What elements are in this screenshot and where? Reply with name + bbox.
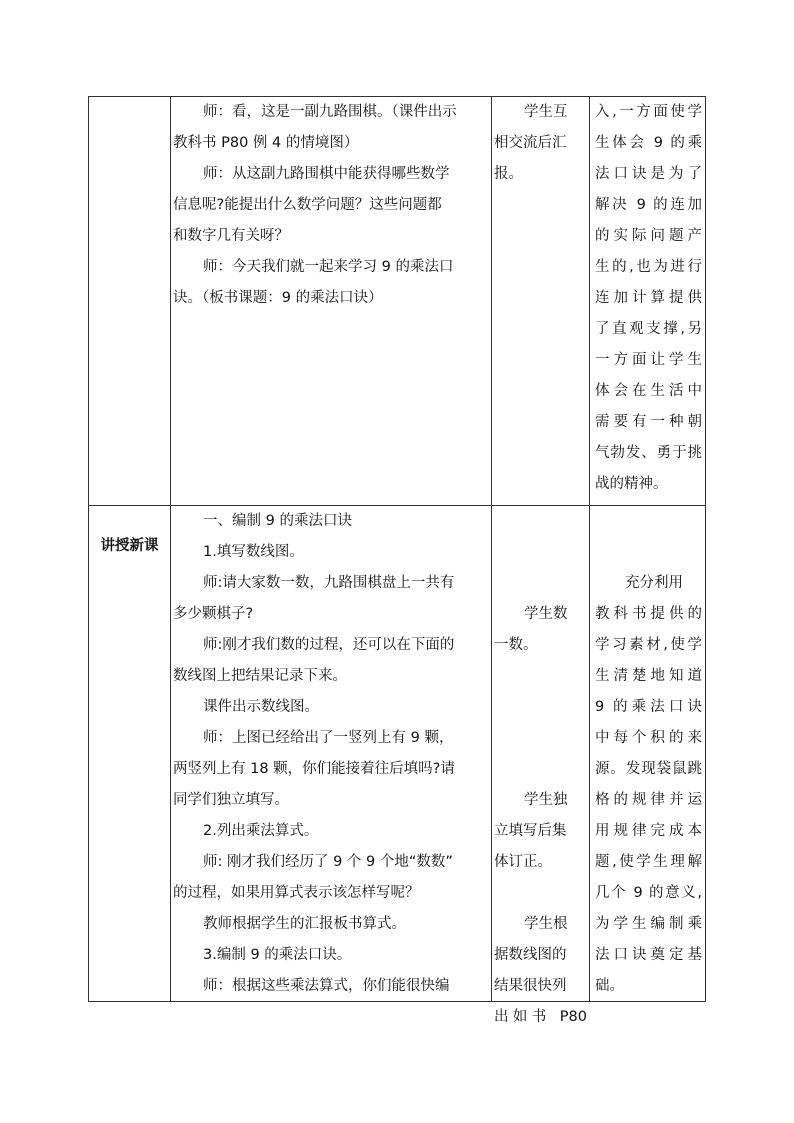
text-line: 学生数	[524, 606, 568, 622]
text-line: 诀。（板书课题：9 的乘法口诀）	[173, 290, 383, 306]
text-line: 础。	[595, 978, 624, 994]
text-line: 源。发现袋鼠跳	[595, 761, 702, 777]
text-line: 师:请大家数一数，九路围棋盘上一共有	[203, 575, 455, 591]
text-line: 几个 9 的意义,	[595, 885, 702, 901]
text-line: 入,一方面使学	[595, 104, 702, 120]
text-line: 教科书 P80 例 4 的情境图）	[173, 135, 359, 151]
text-line: 气勃发、勇于挑	[595, 445, 702, 461]
text-line: 报。	[494, 166, 523, 182]
row2-teacher-cell	[171, 506, 491, 1002]
text-line: 师：看，这是一副九路围棋。（课件出示	[203, 104, 457, 120]
text-line: 学生互	[524, 104, 568, 120]
text-line: 相交流后汇	[494, 135, 567, 151]
text-line: 生体会 9 的乘	[595, 135, 702, 151]
text-line: 法口诀是为了	[595, 166, 702, 182]
text-line: 数线图上把结果记录下来。	[173, 668, 347, 684]
text-line: 师：上图已经给出了一竖列上有 9 颗，	[203, 730, 454, 746]
text-line: 中每个积的来	[595, 730, 702, 746]
text-line: 出如书 P80	[494, 1009, 587, 1025]
text-line: 教师根据学生的汇报板书算式。	[203, 916, 406, 932]
text-line: 生清楚地知道	[595, 668, 702, 684]
text-line: 据数线图的	[494, 947, 567, 963]
text-line: 需要有一种朝	[595, 414, 702, 430]
text-line: 9 的乘法口诀	[595, 699, 702, 715]
text-line: 法口诀奠定基	[595, 947, 702, 963]
text-line: 同学们独立填写。	[173, 792, 289, 808]
row2-student-cell	[492, 506, 589, 1033]
lesson-plan-table	[88, 96, 706, 1025]
text-line: 为学生编制乘	[595, 916, 702, 932]
text-line: 一、编制 9 的乘法口诀	[203, 513, 352, 529]
text-line: 一方面让学生	[595, 352, 702, 368]
text-line: 3.编制 9 的乘法口诀。	[203, 947, 352, 963]
text-line: 课件出示数线图。	[203, 699, 319, 715]
text-line: 生的,也为进行	[595, 259, 702, 275]
text-line: 学习素材,使学	[595, 637, 702, 653]
text-line: 多少颗棋子?	[173, 606, 254, 622]
text-line: 用规律完成本	[595, 823, 702, 839]
text-line: 学生独	[524, 792, 568, 808]
text-line: 师：今天我们就一起来学习 9 的乘法口	[203, 259, 454, 275]
text-line: 学生根	[524, 916, 568, 932]
text-line: 充分利用	[625, 575, 683, 591]
text-line: 师:刚才我们数的过程，还可以在下面的	[203, 637, 455, 653]
text-line: 题,使学生理解	[595, 854, 702, 870]
text-line: 的过程，如果用算式表示该怎样写呢？	[173, 885, 420, 901]
text-line: 1.填写数线图。	[203, 544, 304, 560]
text-line: 了直观支撑,另	[595, 321, 702, 337]
text-line: 一数。	[494, 637, 538, 653]
text-line: 师: 刚才我们经历了 9 个 9 个地“数数”	[203, 854, 453, 870]
text-line: 结果很快列	[494, 978, 567, 994]
row1-student-cell	[492, 97, 589, 190]
text-line: 师：从这副九路围棋中能获得哪些数学	[203, 166, 450, 182]
section-label: 讲授新课	[100, 538, 159, 554]
text-line: 的实际问题产	[595, 228, 702, 244]
text-line: 2.列出乘法算式。	[203, 823, 319, 839]
text-line: 体订正。	[494, 854, 552, 870]
text-line: 立填写后集	[494, 823, 567, 839]
text-line: 信息呢?能提出什么数学问题？这些问题都	[173, 197, 442, 213]
row2-intent-cell	[590, 506, 707, 1002]
text-line: 教科书提供的	[595, 606, 702, 622]
text-line: 两竖列上有 18 颗，你们能接着往后填吗?请	[173, 761, 455, 777]
text-line: 解决 9 的连加	[595, 197, 702, 213]
row1-intent-cell	[590, 97, 707, 500]
text-line: 和数字几有关呀？	[173, 228, 289, 244]
row1-teacher-cell	[171, 97, 491, 314]
text-line: 师：根据这些乘法算式，你们能很快编	[203, 978, 450, 994]
text-line: 体会在生活中	[595, 383, 702, 399]
text-line: 连加计算提供	[595, 290, 702, 306]
text-line: 格的规律并运	[595, 792, 702, 808]
text-line: 战的精神。	[595, 476, 668, 492]
